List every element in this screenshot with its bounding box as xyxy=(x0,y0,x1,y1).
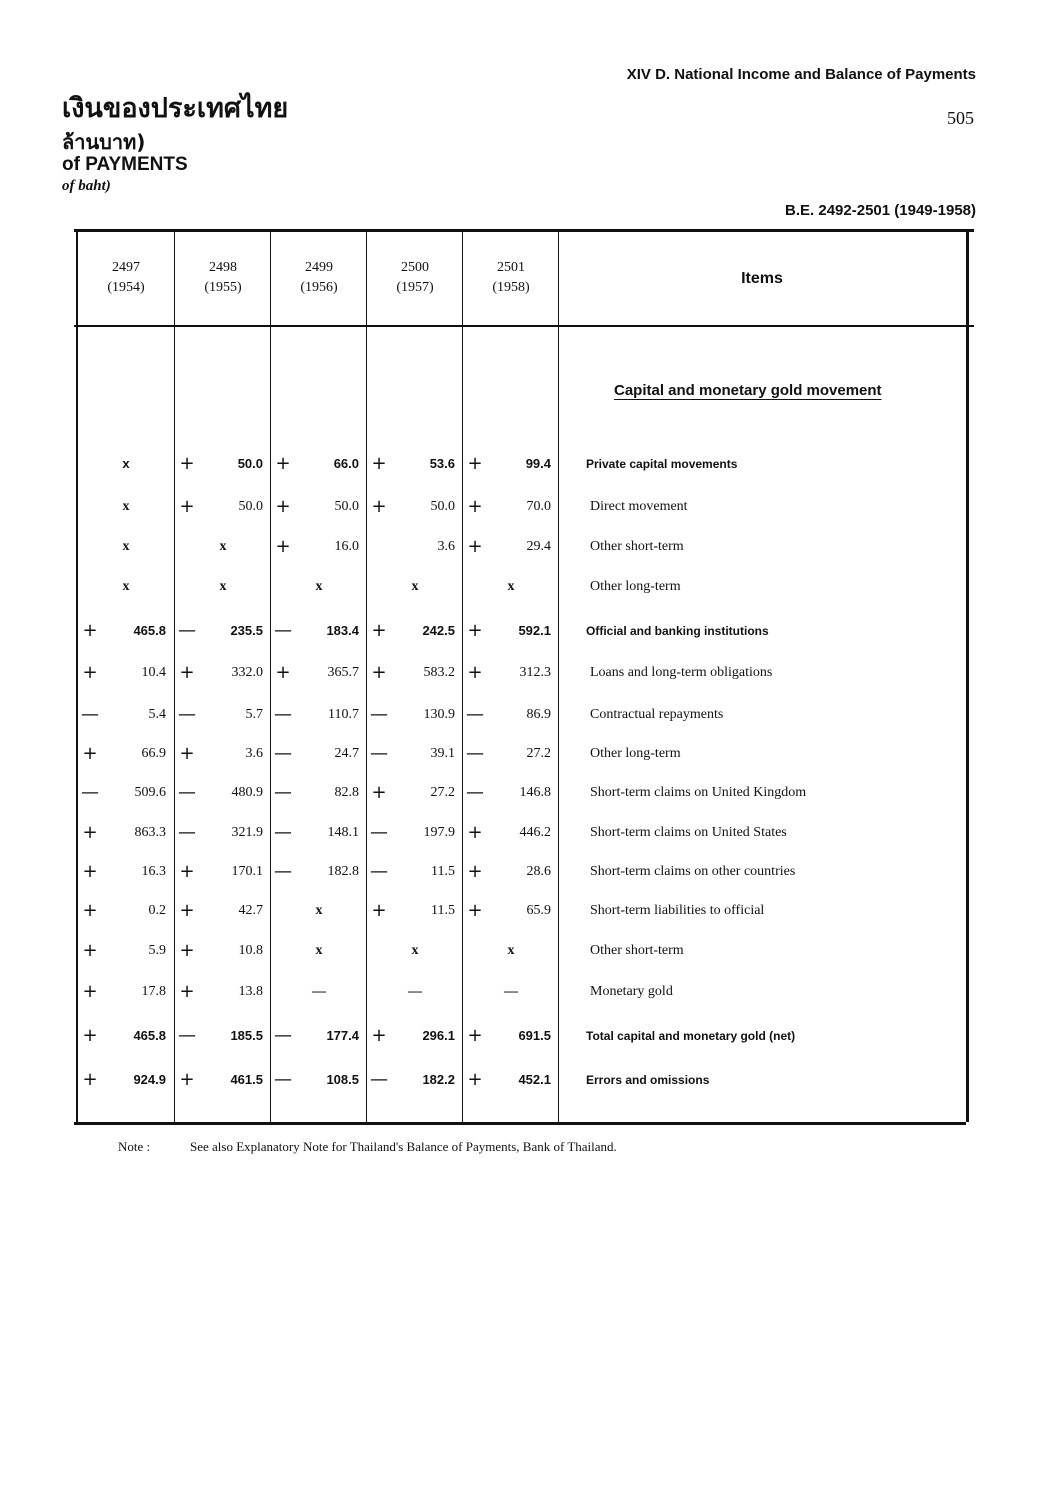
table-cell xyxy=(463,574,559,600)
section-heading: Capital and monetary gold movement xyxy=(614,382,882,399)
plus-sign: + xyxy=(467,453,483,474)
table-row xyxy=(74,741,974,767)
cell-value: 29.4 xyxy=(526,539,551,554)
table-cell xyxy=(367,741,463,767)
minus-sign: — xyxy=(81,782,99,803)
table-cell xyxy=(78,618,174,644)
row-label: Errors and omissions xyxy=(586,1073,710,1087)
table-cell xyxy=(271,618,367,644)
table-row xyxy=(74,898,974,924)
plus-sign: + xyxy=(82,620,98,641)
column-year-ce: (1956) xyxy=(300,280,338,295)
plus-sign: + xyxy=(275,662,291,683)
minus-sign: — xyxy=(370,861,388,882)
minus-sign: — xyxy=(466,782,484,803)
table-cell xyxy=(463,938,559,964)
minus-sign: — xyxy=(274,861,292,882)
table-cell xyxy=(463,741,559,767)
table-cell xyxy=(367,898,463,924)
cell-value: 446.2 xyxy=(519,825,551,840)
not-available-mark: x xyxy=(507,943,515,958)
table-cell xyxy=(175,820,271,846)
thai-title: เงินของประเทศไทย xyxy=(62,93,289,124)
plus-sign: + xyxy=(467,496,483,517)
table-cell xyxy=(271,702,367,728)
row-label: Contractual repayments xyxy=(590,707,724,722)
cell-value: 5.9 xyxy=(148,943,166,958)
column-year-ce: (1954) xyxy=(107,280,145,295)
row-label: Other short-term xyxy=(590,943,684,958)
cell-value: 70.0 xyxy=(526,499,551,514)
table-cell xyxy=(367,494,463,520)
table-cell xyxy=(175,859,271,885)
table-cell xyxy=(367,1023,463,1049)
not-available-mark: x xyxy=(122,499,130,514)
plus-sign: + xyxy=(179,861,195,882)
english-title: of PAYMENTS xyxy=(62,154,188,175)
table-cell xyxy=(271,1023,367,1049)
table-cell xyxy=(78,574,174,600)
table-cell xyxy=(175,979,271,1005)
table-cell xyxy=(271,780,367,806)
table-cell xyxy=(78,938,174,964)
table-cell xyxy=(463,898,559,924)
minus-sign: — xyxy=(178,1025,196,1046)
table-cell xyxy=(78,702,174,728)
row-label: Short-term claims on other countries xyxy=(590,864,796,879)
row-label: Total capital and monetary gold (net) xyxy=(586,1029,796,1043)
table-cell xyxy=(367,1067,463,1093)
period-label: B.E. 2492-2501 (1949-1958) xyxy=(785,202,976,219)
table-top-rule xyxy=(74,229,974,232)
table-cell xyxy=(367,702,463,728)
table-cell xyxy=(78,660,174,686)
minus-sign: — xyxy=(178,822,196,843)
cell-value: 99.4 xyxy=(525,456,551,471)
minus-sign: — xyxy=(81,704,99,725)
cell-value: 17.8 xyxy=(141,984,166,999)
cell-value: 365.7 xyxy=(327,665,359,680)
cell-value: 110.7 xyxy=(328,707,359,722)
plus-sign: + xyxy=(275,453,291,474)
table-cell xyxy=(271,820,367,846)
table-cell xyxy=(175,780,271,806)
table-row xyxy=(74,938,974,964)
not-available-mark: x xyxy=(411,579,419,594)
cell-value: 50.0 xyxy=(238,499,263,514)
plus-sign: + xyxy=(371,620,387,641)
table-cell xyxy=(367,618,463,644)
minus-sign: — xyxy=(178,704,196,725)
row-label: Short-term liabilities to official xyxy=(590,903,765,918)
note-text: See also Explanatory Note for Thailand's Balance of Payments, Bank of Thailand. xyxy=(190,1139,617,1154)
cell-value: 66.0 xyxy=(333,456,359,471)
plus-sign: + xyxy=(467,536,483,557)
table-cell xyxy=(367,979,463,1005)
table-cell xyxy=(175,574,271,600)
table-cell xyxy=(463,702,559,728)
column-year-ce: (1955) xyxy=(204,280,242,295)
cell-value: 480.9 xyxy=(231,785,263,800)
cell-value: 13.8 xyxy=(238,984,263,999)
note-label: Note : xyxy=(118,1139,151,1154)
plus-sign: + xyxy=(82,981,98,1002)
cell-value: 53.6 xyxy=(429,456,455,471)
table-cell xyxy=(175,494,271,520)
table-cell xyxy=(175,660,271,686)
minus-sign: — xyxy=(370,822,388,843)
table-row xyxy=(74,451,974,477)
cell-value: 11.5 xyxy=(431,864,455,879)
nil-mark: — xyxy=(504,984,518,999)
plus-sign: + xyxy=(371,453,387,474)
cell-value: 65.9 xyxy=(526,903,551,918)
cell-value: 583.2 xyxy=(423,665,455,680)
table-cell xyxy=(367,574,463,600)
cell-value: 16.0 xyxy=(334,539,359,554)
table-cell xyxy=(175,1067,271,1093)
cell-value: 16.3 xyxy=(141,864,166,879)
table-row xyxy=(74,979,974,1005)
column-year-be: 2500 xyxy=(401,260,429,275)
table-cell xyxy=(78,1023,174,1049)
column-header-2498 xyxy=(175,258,271,298)
minus-sign: — xyxy=(178,782,196,803)
column-year-be: 2499 xyxy=(305,260,333,275)
plus-sign: + xyxy=(467,662,483,683)
table-cell xyxy=(463,780,559,806)
cell-value: 5.4 xyxy=(148,707,166,722)
row-label: Other short-term xyxy=(590,539,684,554)
cell-value: 691.5 xyxy=(518,1028,551,1043)
cell-value: 461.5 xyxy=(230,1072,263,1087)
not-available-mark: x xyxy=(219,579,227,594)
cell-value: 296.1 xyxy=(422,1028,455,1043)
cell-value: 42.7 xyxy=(238,903,263,918)
cell-value: 177.4 xyxy=(326,1028,359,1043)
plus-sign: + xyxy=(467,900,483,921)
plus-sign: + xyxy=(82,940,98,961)
plus-sign: + xyxy=(179,453,195,474)
minus-sign: — xyxy=(370,704,388,725)
table-cell xyxy=(78,534,174,560)
table-cell xyxy=(367,534,463,560)
row-label: Loans and long-term obligations xyxy=(590,665,773,680)
not-available-mark: x xyxy=(507,579,515,594)
table-cell xyxy=(463,979,559,1005)
table-cell xyxy=(463,534,559,560)
column-year-be: 2501 xyxy=(497,260,525,275)
minus-sign: — xyxy=(274,743,292,764)
plus-sign: + xyxy=(82,900,98,921)
row-label: Monetary gold xyxy=(590,984,673,999)
cell-value: 170.1 xyxy=(231,864,263,879)
table-cell xyxy=(271,494,367,520)
table-cell xyxy=(271,898,367,924)
column-header-2500 xyxy=(367,258,463,298)
table-row xyxy=(74,1067,974,1093)
table-cell xyxy=(271,451,367,477)
cell-value: 130.9 xyxy=(423,707,455,722)
table-cell xyxy=(367,820,463,846)
minus-sign: — xyxy=(466,704,484,725)
table-row xyxy=(74,780,974,806)
table-cell xyxy=(463,494,559,520)
table-cell xyxy=(367,660,463,686)
table-cell xyxy=(175,451,271,477)
table-cell xyxy=(367,780,463,806)
row-label: Short-term claims on United Kingdom xyxy=(590,785,807,800)
plus-sign: + xyxy=(179,496,195,517)
table-bottom-rule xyxy=(74,1122,966,1125)
plus-sign: + xyxy=(179,743,195,764)
table-row xyxy=(74,859,974,885)
table-cell xyxy=(271,574,367,600)
not-available-mark: x xyxy=(122,579,130,594)
plus-sign: + xyxy=(179,1069,195,1090)
cell-value: 148.1 xyxy=(327,825,359,840)
table-cell xyxy=(367,938,463,964)
table-cell xyxy=(271,859,367,885)
cell-value: 39.1 xyxy=(430,746,455,761)
not-available-mark: x xyxy=(122,456,130,471)
table-cell xyxy=(271,938,367,964)
plus-sign: + xyxy=(82,822,98,843)
column-year-be: 2498 xyxy=(209,260,237,275)
plus-sign: + xyxy=(179,900,195,921)
minus-sign: — xyxy=(466,743,484,764)
table-cell xyxy=(175,534,271,560)
minus-sign: — xyxy=(178,620,196,641)
table-cell xyxy=(78,859,174,885)
table-cell xyxy=(271,741,367,767)
not-available-mark: x xyxy=(315,943,323,958)
cell-value: 146.8 xyxy=(519,785,551,800)
table-cell xyxy=(271,534,367,560)
cell-value: 197.9 xyxy=(423,825,455,840)
table-row xyxy=(74,702,974,728)
table-cell xyxy=(271,660,367,686)
column-year-ce: (1958) xyxy=(492,280,530,295)
table-cell xyxy=(78,780,174,806)
table-cell xyxy=(367,451,463,477)
cell-value: 235.5 xyxy=(230,623,263,638)
plus-sign: + xyxy=(467,1069,483,1090)
cell-value: 27.2 xyxy=(430,785,455,800)
cell-value: 312.3 xyxy=(519,665,551,680)
minus-sign: — xyxy=(274,822,292,843)
page-number: 505 xyxy=(947,108,974,128)
table-cell xyxy=(175,898,271,924)
cell-value: 592.1 xyxy=(518,623,551,638)
table-cell xyxy=(367,859,463,885)
cell-value: 10.8 xyxy=(238,943,263,958)
table-cell xyxy=(463,451,559,477)
column-header-2499 xyxy=(271,258,367,298)
row-label: Other long-term xyxy=(590,579,681,594)
cell-value: 924.9 xyxy=(133,1072,166,1087)
column-header-2497 xyxy=(78,258,174,298)
cell-value: 0.2 xyxy=(148,903,166,918)
nil-mark: — xyxy=(312,984,326,999)
not-available-mark: x xyxy=(315,579,323,594)
cell-value: 10.4 xyxy=(141,665,166,680)
cell-value: 50.0 xyxy=(430,499,455,514)
column-year-ce: (1957) xyxy=(396,280,434,295)
not-available-mark: x xyxy=(122,539,130,554)
cell-value: 863.3 xyxy=(134,825,166,840)
cell-value: 5.7 xyxy=(245,707,263,722)
plus-sign: + xyxy=(467,1025,483,1046)
cell-value: 3.6 xyxy=(245,746,263,761)
plus-sign: + xyxy=(467,861,483,882)
table-row xyxy=(74,618,974,644)
table-cell xyxy=(463,1067,559,1093)
table-cell xyxy=(463,820,559,846)
table-cell xyxy=(271,1067,367,1093)
cell-value: 465.8 xyxy=(133,1028,166,1043)
cell-value: 86.9 xyxy=(526,707,551,722)
cell-value: 50.0 xyxy=(334,499,359,514)
plus-sign: + xyxy=(82,1069,98,1090)
section-title: XIV D. National Income and Balance of Payments xyxy=(626,66,976,83)
cell-value: 66.9 xyxy=(141,746,166,761)
plus-sign: + xyxy=(179,981,195,1002)
table-cell xyxy=(78,820,174,846)
plus-sign: + xyxy=(82,743,98,764)
row-label: Direct movement xyxy=(590,499,688,514)
cell-value: 509.6 xyxy=(134,785,166,800)
plus-sign: + xyxy=(371,496,387,517)
row-label: Official and banking institutions xyxy=(586,624,769,638)
plus-sign: + xyxy=(82,1025,98,1046)
cell-value: 182.2 xyxy=(422,1072,455,1087)
cell-value: 321.9 xyxy=(231,825,263,840)
plus-sign: + xyxy=(179,662,195,683)
table-cell xyxy=(175,1023,271,1049)
row-label: Private capital movements xyxy=(586,457,738,471)
minus-sign: — xyxy=(274,782,292,803)
row-label: Other long-term xyxy=(590,746,681,761)
items-column-header: Items xyxy=(741,270,783,287)
cell-value: 11.5 xyxy=(431,903,455,918)
table-cell xyxy=(271,979,367,1005)
minus-sign: — xyxy=(274,1069,292,1090)
table-cell xyxy=(175,938,271,964)
cell-value: 24.7 xyxy=(334,746,359,761)
not-available-mark: x xyxy=(219,539,227,554)
cell-value: 27.2 xyxy=(526,746,551,761)
header-bottom-rule xyxy=(74,325,974,327)
table-row xyxy=(74,494,974,520)
plus-sign: + xyxy=(179,940,195,961)
row-label: Short-term claims on United States xyxy=(590,825,787,840)
table-cell xyxy=(463,618,559,644)
cell-value: 28.6 xyxy=(526,864,551,879)
plus-sign: + xyxy=(371,900,387,921)
cell-value: 183.4 xyxy=(326,623,359,638)
cell-value: 3.6 xyxy=(437,539,455,554)
cell-value: 50.0 xyxy=(237,456,263,471)
cell-value: 452.1 xyxy=(518,1072,551,1087)
cell-value: 82.8 xyxy=(334,785,359,800)
table-cell xyxy=(175,702,271,728)
plus-sign: + xyxy=(467,822,483,843)
table-cell xyxy=(78,1067,174,1093)
english-unit-note: of baht) xyxy=(62,178,111,194)
table-cell xyxy=(175,618,271,644)
table-cell xyxy=(78,898,174,924)
cell-value: 185.5 xyxy=(230,1028,263,1043)
table-cell xyxy=(463,660,559,686)
nil-mark: — xyxy=(408,984,422,999)
table-cell xyxy=(78,451,174,477)
table-cell xyxy=(463,1023,559,1049)
table-row xyxy=(74,574,974,600)
table-row xyxy=(74,820,974,846)
table-row xyxy=(74,1023,974,1049)
minus-sign: — xyxy=(274,1025,292,1046)
minus-sign: — xyxy=(370,743,388,764)
not-available-mark: x xyxy=(315,903,323,918)
cell-value: 182.8 xyxy=(327,864,359,879)
table-row xyxy=(74,660,974,686)
table-cell xyxy=(78,979,174,1005)
plus-sign: + xyxy=(82,861,98,882)
cell-value: 242.5 xyxy=(422,623,455,638)
plus-sign: + xyxy=(467,620,483,641)
plus-sign: + xyxy=(371,662,387,683)
table-row xyxy=(74,534,974,560)
table-cell xyxy=(78,494,174,520)
plus-sign: + xyxy=(275,496,291,517)
plus-sign: + xyxy=(82,662,98,683)
plus-sign: + xyxy=(371,782,387,803)
column-header-2501 xyxy=(463,258,559,298)
minus-sign: — xyxy=(274,620,292,641)
table-cell xyxy=(78,741,174,767)
minus-sign: — xyxy=(370,1069,388,1090)
cell-value: 332.0 xyxy=(231,665,263,680)
table-cell xyxy=(175,741,271,767)
table-cell xyxy=(463,859,559,885)
column-year-be: 2497 xyxy=(112,260,140,275)
plus-sign: + xyxy=(371,1025,387,1046)
cell-value: 465.8 xyxy=(133,623,166,638)
minus-sign: — xyxy=(274,704,292,725)
not-available-mark: x xyxy=(411,943,419,958)
cell-value: 108.5 xyxy=(326,1072,359,1087)
thai-unit-note: ล้านบาท) xyxy=(62,130,146,154)
plus-sign: + xyxy=(275,536,291,557)
